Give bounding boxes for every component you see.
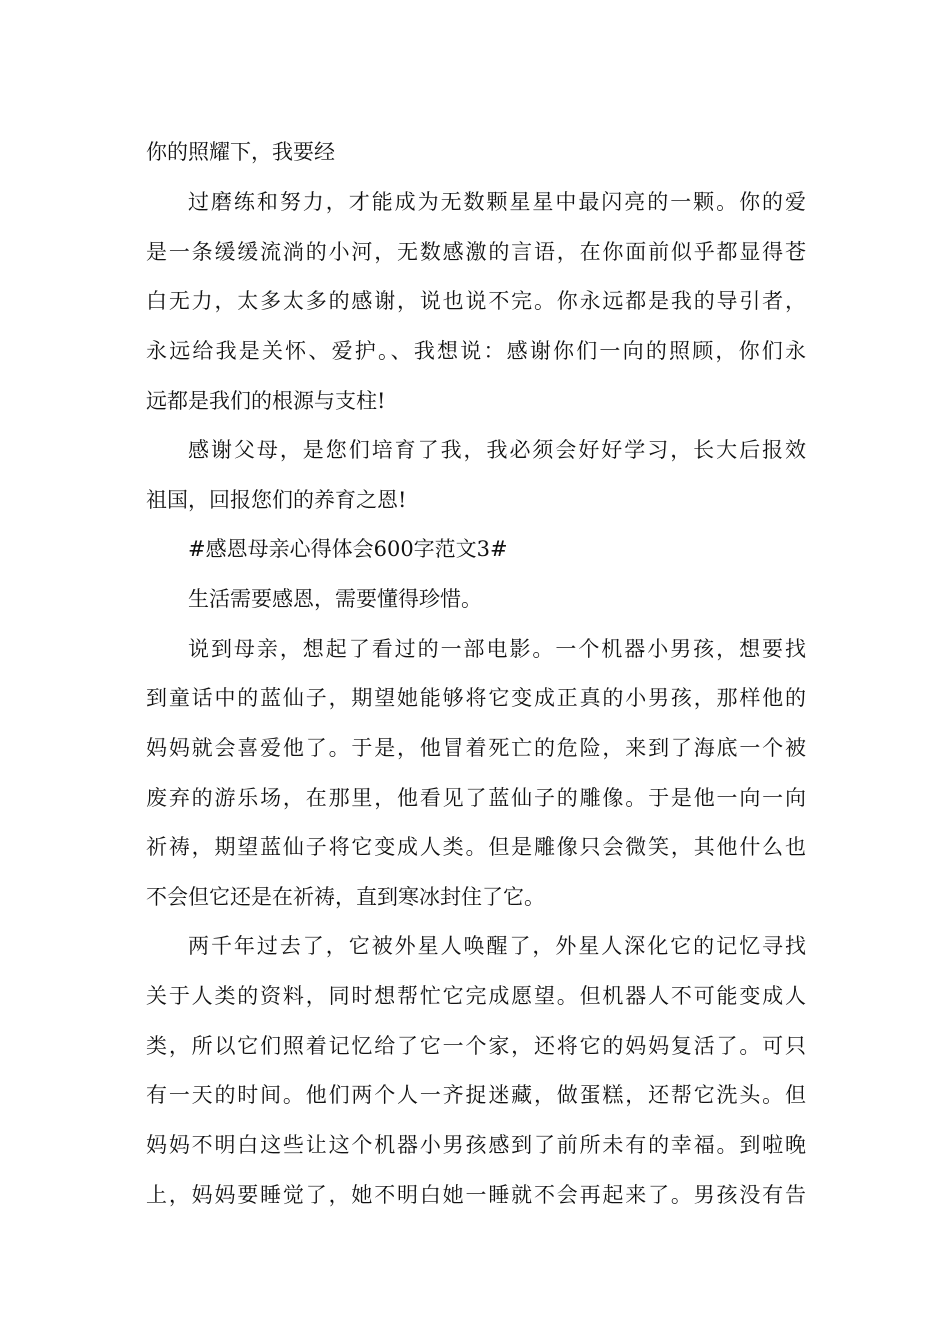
- text-line: 妈妈不明白这些让这个机器小男孩感到了前所未有的幸福。到啦晚: [146, 1133, 806, 1157]
- text-line: 废弃的游乐场，在那里，他看见了蓝仙子的雕像。于是他一向一向: [146, 786, 806, 810]
- text-line: 远都是我们的根源与支柱!: [146, 389, 386, 413]
- text-line: 不会但它还是在祈祷，直到寒冰封住了它。: [146, 885, 545, 909]
- text-line: 到童话中的蓝仙子，期望她能够将它变成正真的小男孩，那样他的: [146, 686, 806, 710]
- text-line: 上，妈妈要睡觉了，她不明白她一睡就不会再起来了。男孩没有告: [146, 1183, 806, 1207]
- text-line: 祖国，回报您们的养育之恩!: [146, 488, 407, 512]
- text-line: 祈祷，期望蓝仙子将它变成人类。但是雕像只会微笑，其他什么也: [146, 835, 806, 859]
- text-line: 是一条缓缓流淌的小河，无数感激的言语，在你面前似乎都显得苍: [146, 240, 806, 264]
- text-line: 妈妈就会喜爱他了。于是，他冒着死亡的危险，来到了海底一个被: [146, 736, 806, 760]
- text-line: 过磨练和努力，才能成为无数颗星星中最闪亮的一颗。你的爱: [188, 190, 806, 214]
- text-line: 白无力，太多太多的感谢，说也说不完。你永远都是我的导引者，: [146, 289, 806, 313]
- text-line: 你的照耀下，我要经: [146, 140, 335, 164]
- text-line: 说到母亲，想起了看过的一部电影。一个机器小男孩，想要找: [188, 637, 806, 661]
- text-line: 类，所以它们照着记忆给了它一个家，还将它的妈妈复活了。可只: [146, 1034, 806, 1058]
- text-line: 永远给我是关怀、爱护。、我想说：感谢你们一向的照顾，你们永: [146, 339, 806, 363]
- text-line: 两千年过去了，它被外星人唤醒了，外星人深化它的记忆寻找: [188, 934, 806, 958]
- section-heading: #感恩母亲心得体会600字范文3#: [188, 537, 508, 561]
- text-line: 生活需要感恩，需要懂得珍惜。: [188, 587, 482, 611]
- text-line: 有一天的时间。他们两个人一齐捉迷藏，做蛋糕，还帮它洗头。但: [146, 1083, 806, 1107]
- text-line: 关于人类的资料，同时想帮忙它完成愿望。但机器人不可能变成人: [146, 984, 806, 1008]
- text-line: 感谢父母，是您们培育了我，我必须会好好学习，长大后报效: [188, 438, 806, 462]
